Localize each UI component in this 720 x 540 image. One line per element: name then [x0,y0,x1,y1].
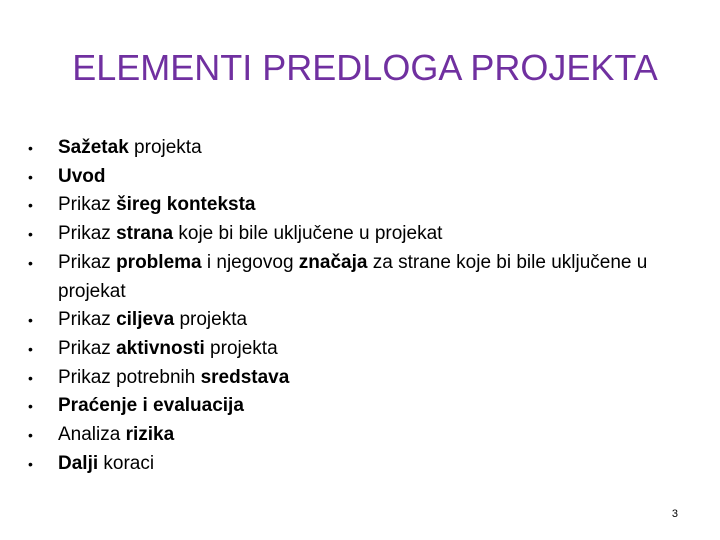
bullet-icon: • [28,168,33,185]
bullet-icon: • [28,455,33,472]
bullet-item [26,220,686,249]
bullet-item [26,364,686,393]
bullet-item [26,335,686,364]
bullet-text: Prikaz [58,194,117,216]
bullet-text: Prikaz [58,309,117,331]
bullet-item [26,134,686,163]
bullet-text: Prikaz [58,337,117,359]
bullet-text-bold: sredstava [200,366,290,388]
bullet-icon: • [28,226,33,243]
bullet-icon: • [28,398,33,415]
bullet-text-bold: Dalji [58,452,99,474]
bullet-item [26,392,686,421]
bullet-text-bold: Uvod [58,165,106,187]
bullet-item [26,163,686,192]
slide-title: ELEMENTI PREDLOGA PROJEKTA [72,47,658,88]
bullet-icon: • [28,254,33,271]
bullet-text: Prikaz [58,251,117,273]
bullet-text: projekta [174,309,248,331]
bullet-item [26,450,686,479]
bullet-text: projekta [128,137,202,158]
bullet-text: Analiza [58,424,126,446]
bullet-icon: • [28,369,33,386]
page-number: 3 [671,508,678,520]
bullet-text-bold: Sažetak [58,137,129,158]
bullet-item [26,191,686,220]
bullet-text: koje bi bile uključene u projekat [173,223,443,245]
bullet-text-bold: strana [116,223,174,245]
bullet-text-bold: ciljeva [116,309,175,331]
bullet-icon: • [28,340,33,357]
bullet-text: Prikaz [58,223,117,245]
bullet-text-bold: rizika [125,424,175,446]
bullet-text: projekta [204,337,278,359]
bullet-list [26,134,686,478]
bullet-text-bold: šireg konteksta [116,194,256,216]
bullet-text-bold: problema [116,251,202,273]
bullet-text: i njegovog [201,251,299,273]
bullet-icon: • [28,140,33,156]
bullet-text-bold: aktivnosti [116,337,205,359]
bullet-text: Prikaz potrebnih [58,366,201,388]
bullet-text: koraci [98,452,155,474]
bullet-item [26,421,686,450]
bullet-text: za strane koje bi bile uključene u projekat [58,251,648,302]
bullet-icon: • [28,427,33,444]
bullet-item [26,249,686,306]
bullet-item [26,306,686,335]
bullet-icon: • [28,197,33,214]
bullet-text-bold: značaja [298,251,368,273]
bullet-icon: • [28,312,33,329]
bullet-text-bold: Praćenje i evaluacija [58,395,244,417]
